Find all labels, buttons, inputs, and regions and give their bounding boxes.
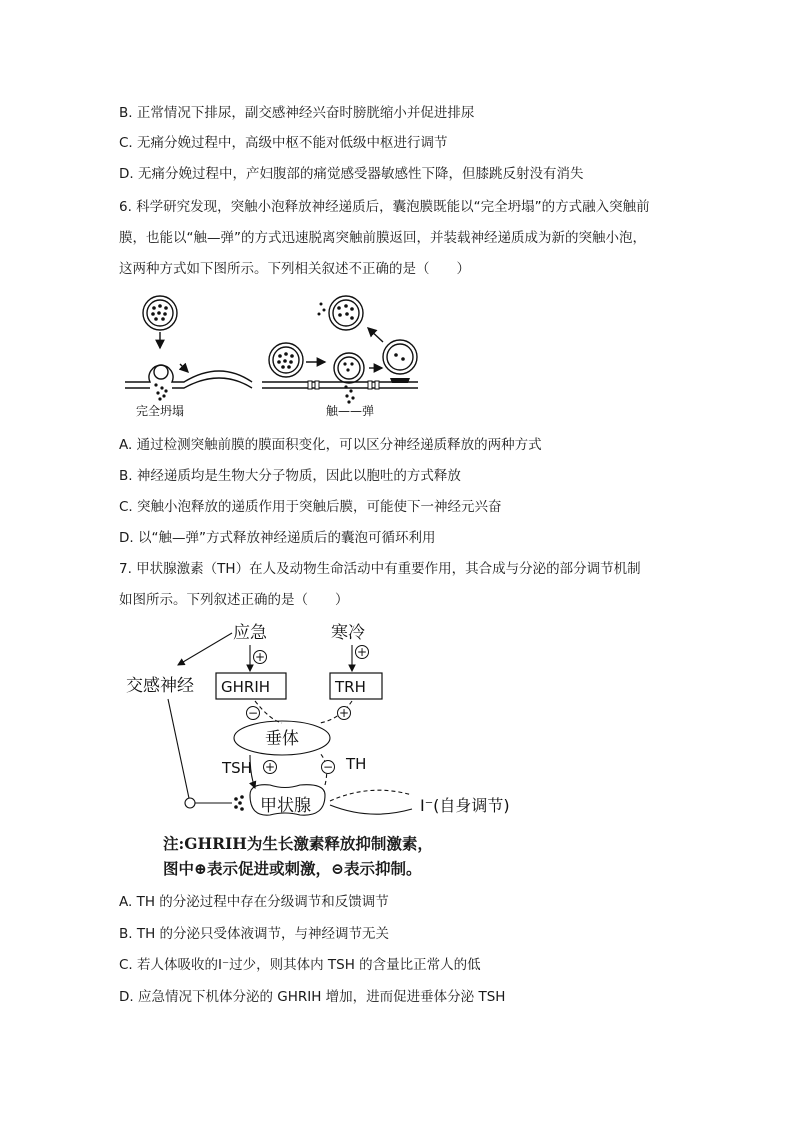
- svg-text:−: −: [322, 760, 334, 774]
- label-thyroid: 甲状腺: [260, 796, 311, 816]
- nerve-terminal-dots: [234, 795, 244, 811]
- svg-text:−: −: [247, 706, 259, 720]
- q6-vesicle-figure: [120, 290, 420, 425]
- q7-option-b: B. TH 的分泌只受体液调节，与神经调节无关: [119, 926, 390, 942]
- label-kiss-and-run: 触——弹: [326, 404, 375, 418]
- q7-option-c: C. 若人体吸收的I⁻过少，则其体内 TSH 的含量比正常人的低: [119, 957, 481, 973]
- svg-text:+: +: [254, 650, 266, 664]
- q7-option-a: A. TH 的分泌过程中存在分级调节和反馈调节: [119, 894, 389, 910]
- kiss-and-run-panel: [262, 296, 418, 388]
- q6-option-d: D. 以“触—弹”方式释放神经递质后的囊泡可循环利用: [119, 530, 436, 546]
- label-pituitary: 垂体: [265, 729, 299, 749]
- q6-option-b: B. 神经递质均是生物大分子物质，因此以胞吐的方式释放: [119, 468, 461, 484]
- q6-option-a: A. 通过检测突触前膜的膜面积变化，可以区分神经递质释放的两种方式: [119, 437, 542, 453]
- q6-stem-line1: 6. 科学研究发现，突触小泡释放神经递质后，囊泡膜既能以“完全坍塌”的方式融入突触前: [119, 199, 650, 215]
- label-ghrih: GHRIH: [221, 678, 271, 696]
- complete-collapse-panel: [125, 296, 252, 388]
- vesicle-dots-left: [151, 304, 168, 400]
- q7-stem-line2: 如图所示。下列叙述正确的是（ ）: [119, 592, 349, 608]
- label-cold: 寒冷: [331, 623, 365, 643]
- svg-text:+: +: [338, 706, 350, 720]
- q5-option-d: D. 无痛分娩过程中，产妇腹部的痛觉感受器敏感性下降，但膝跳反射没有消失: [119, 166, 584, 182]
- svg-text:+: +: [264, 760, 276, 774]
- label-complete-collapse: 完全坍塌: [136, 404, 185, 418]
- label-th: TH: [346, 755, 367, 773]
- label-tsh: TSH: [222, 759, 252, 777]
- q6-option-c: C. 突触小泡释放的递质作用于突触后膜，可能使下一神经元兴奋: [119, 499, 502, 515]
- q6-stem-line3: 这两种方式如下图所示。下列相关叙述不正确的是（ ）: [119, 261, 470, 277]
- q7-stem-line1: 7. 甲状腺激素（TH）在人及动物生命活动中有重要作用，其合成与分泌的部分调节机制: [119, 561, 641, 577]
- label-trh: TRH: [335, 678, 366, 696]
- q7-note-line2: 图中⊕表示促进或刺激，⊝表示抑制。: [163, 859, 422, 878]
- q5-option-b: B. 正常情况下排尿，副交感神经兴奋时膀胱缩小并促进排尿: [119, 105, 475, 121]
- svg-text:+: +: [356, 645, 368, 659]
- q7-thyroid-regulation-diagram: [120, 615, 540, 830]
- q7-option-d: D. 应急情况下机体分泌的 GHRIH 增加，进而促进垂体分泌 TSH: [119, 989, 506, 1005]
- dense-fusion-pore: [390, 378, 410, 383]
- label-sympathetic-nerve: 交感神经: [126, 676, 194, 696]
- label-emergency: 应急: [233, 623, 267, 643]
- q5-option-c: C. 无痛分娩过程中，高级中枢不能对低级中枢进行调节: [119, 135, 448, 151]
- q6-stem-line2: 膜，也能以“触—弹”的方式迅速脱离突触前膜返回，并装载神经递质成为新的突触小泡，: [119, 230, 646, 246]
- label-iodide-self-regulation: I⁻(自身调节): [420, 796, 510, 815]
- q7-note-line1: 注:GHRIH为生长激素释放抑制激素，: [163, 834, 433, 853]
